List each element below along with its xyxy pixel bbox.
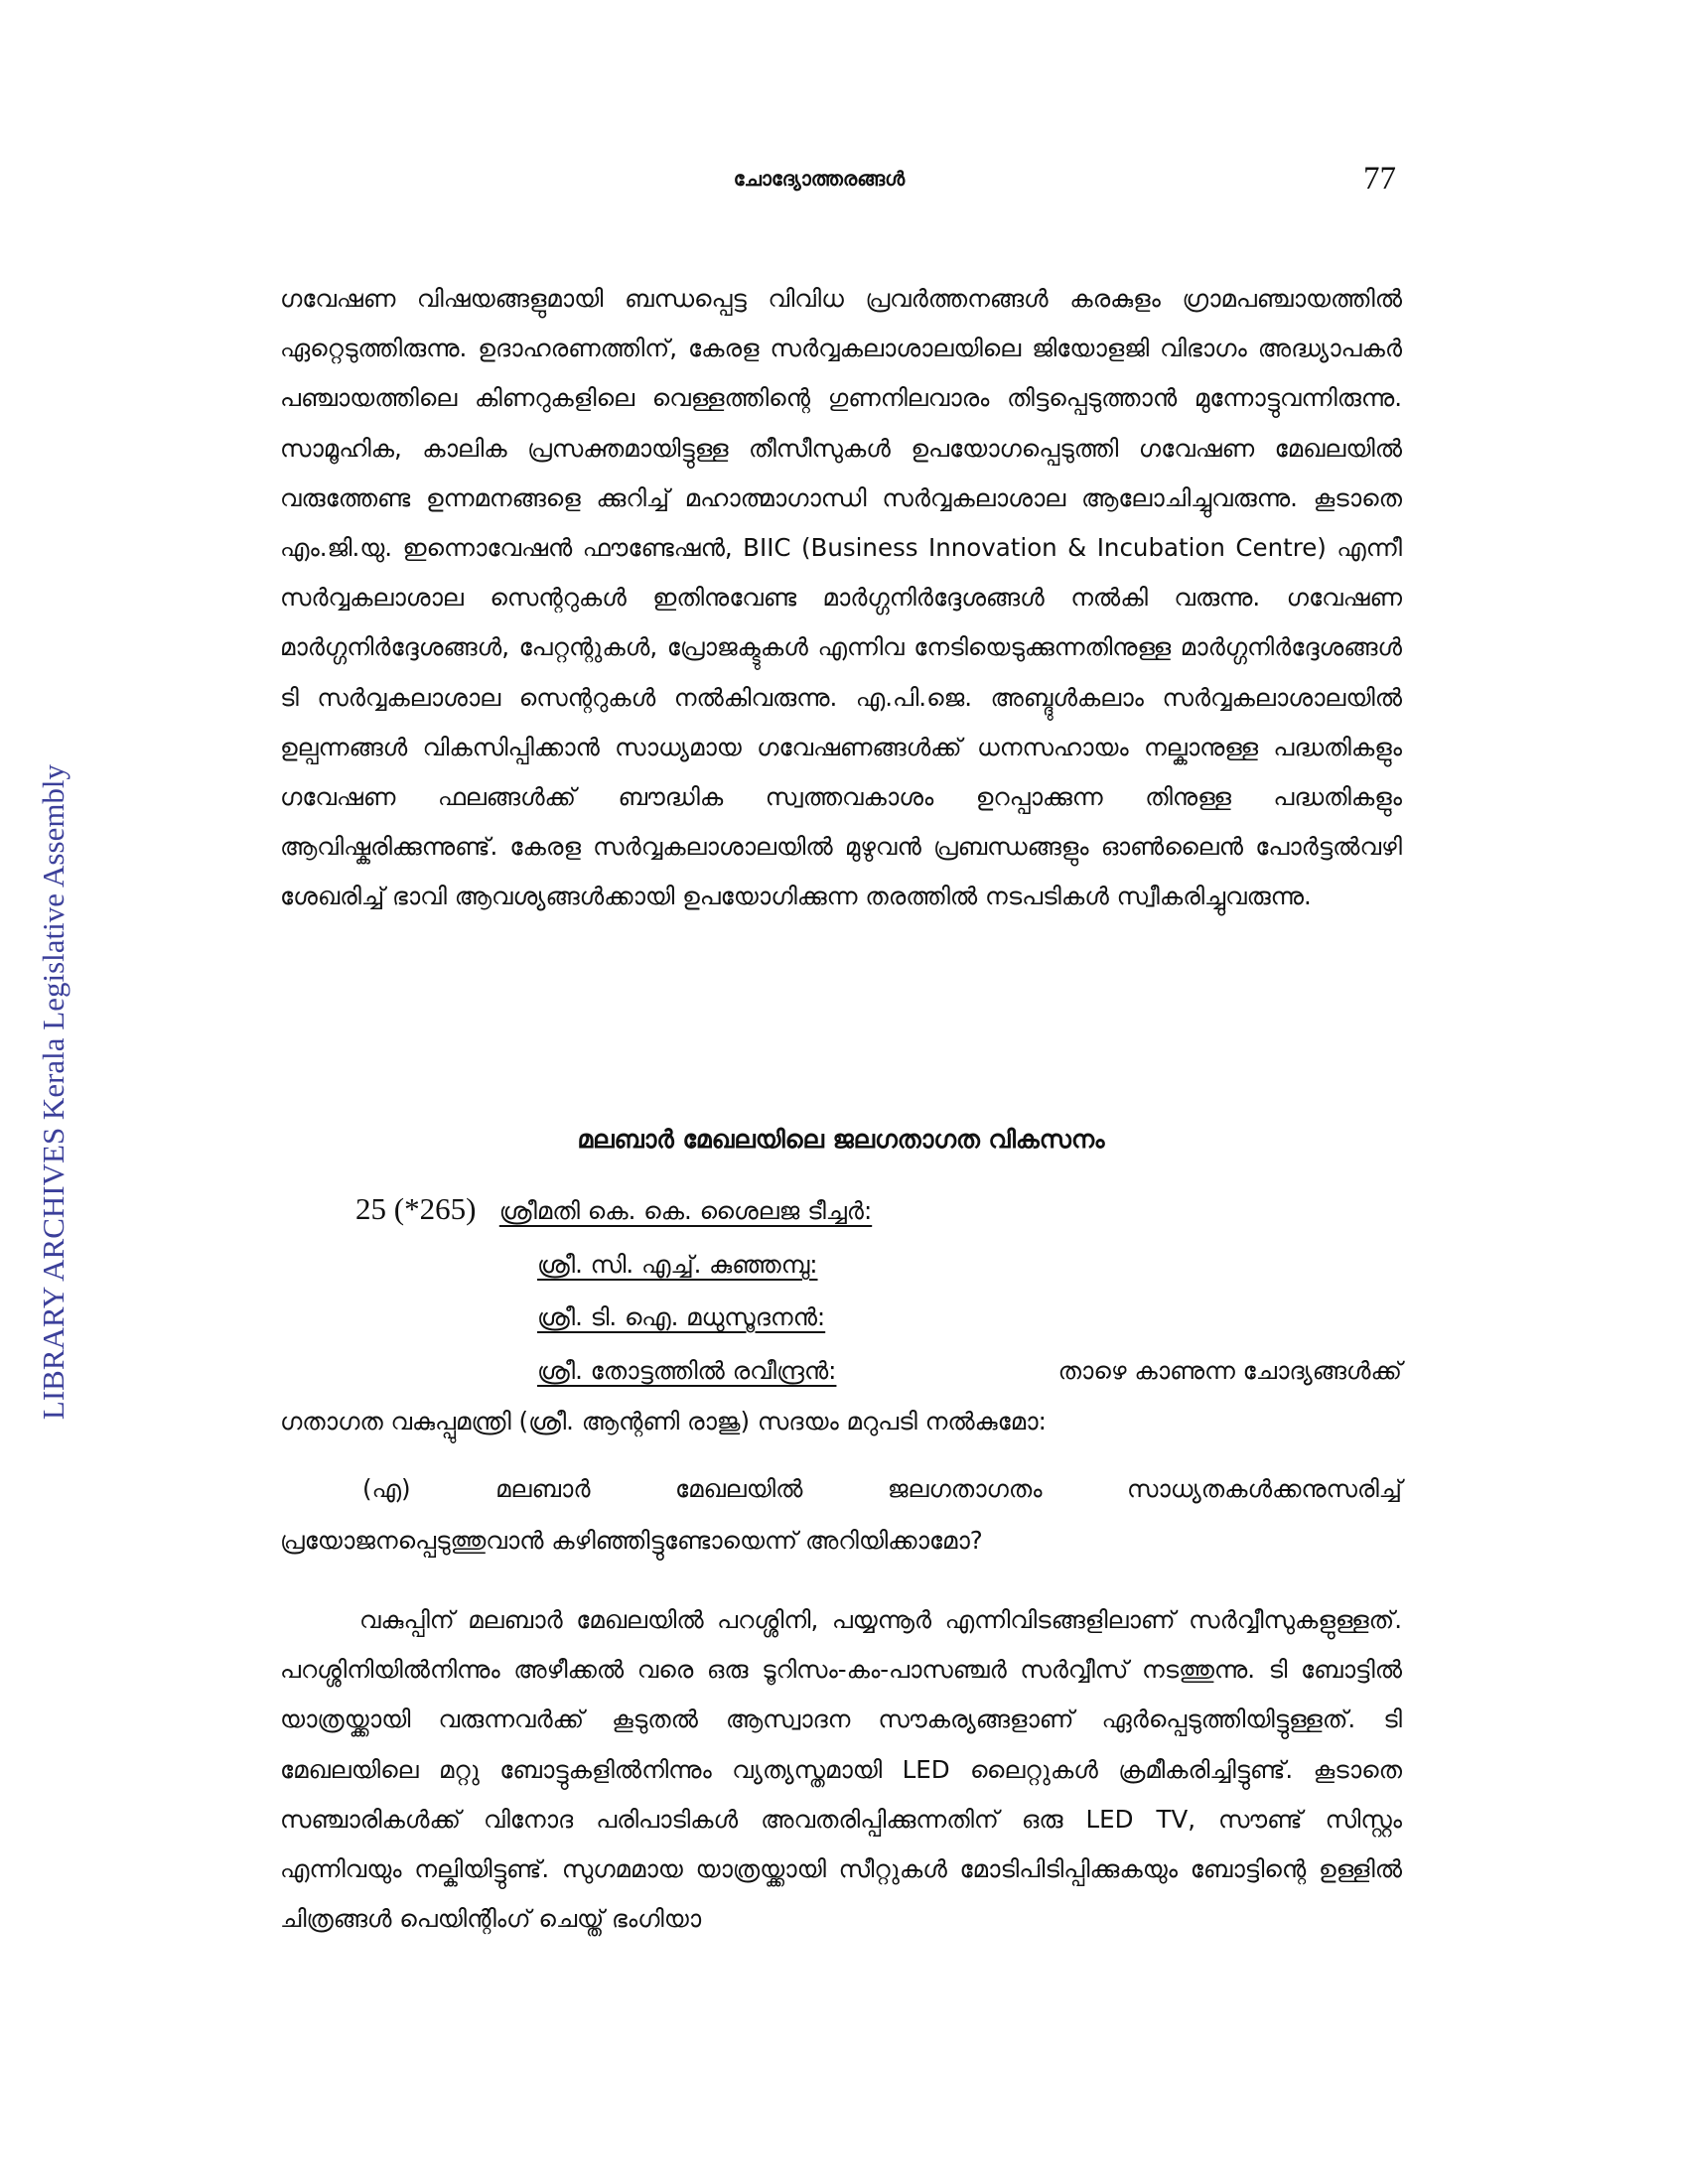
page-number: 77 bbox=[1363, 161, 1396, 197]
question-request-tail: താഴെ കാണുന്ന ചോദ്യങ്ങൾക്ക് bbox=[1057, 1356, 1402, 1385]
intro-paragraph: ഗവേഷണ വിഷയങ്ങളുമായി ബന്ധപ്പെട്ട വിവിധ പ്രവർത്തനങ്ങൾ കരകുളം ഗ്രാമപഞ്ചായത്തിൽ ഏറ്റെടുത്തിരുന്നു. ഉദാഹരണത്തിന്, കേരള സർവ്വകലാശാലയിലെ ജിയോളജി വിഭാഗം അദ്ധ്യാപകർ പഞ്ചായത്തിലെ കിണറുകളിലെ വെള്ളത്തിന്റെ ഗുണനിലവാരം തിട്ടപ്പെടുത്താൻ മുന്നോട്ടുവന്നിരുന്നു. സാമൂഹിക, കാലിക പ്രസക്തമായിട്ടുള്ള തീസീസുകൾ ഉപയോഗപ്പെടുത്തി ഗവേഷണ മേഖലയിൽ വരുത്തേണ്ട ഉന്നമനങ്ങളെ ക്കുറിച്ച് മഹാത്മാഗാന്ധി സർവ്വകലാശാല ആലോചിച്ചുവരുന്നു. കൂടാതെ എം.ജി.യു. ഇന്നൊവേഷൻ ഫൗണ്ടേഷൻ, BIIC (Business Innovation & Incubation Centre) എന്നീ സർവ്വകലാശാല സെന്ററുകൾ ഇതിനുവേണ്ട മാർഗ്ഗനിർദ്ദേശങ്ങൾ നൽകി വരുന്നു. ഗവേഷണ മാർഗ്ഗനിർദ്ദേശങ്ങൾ, പേറ്റന്റുകൾ, പ്രോജക്ടുകൾ എന്നിവ നേടിയെടുക്കുന്നതിനുള്ള മാർഗ്ഗനിർദ്ദേശങ്ങൾ ടി സർവ്വകലാശാല സെന്ററുകൾ നൽകിവരുന്നു. എ.പി.ജെ. അബ്ദുൾകലാം സർവ്വകലാശാലയിൽ ഉല്പന്നങ്ങൾ വികസിപ്പിക്കാൻ സാധ്യമായ ഗവേഷണങ്ങൾക്ക് ധനസഹായം നല്കാനുള്ള പദ്ധതികളും ഗവേഷണ ഫലങ്ങൾക്ക് ബൗദ്ധിക സ്വത്തവകാശം ഉറപ്പാക്കുന്ന തിനുള്ള പദ്ധതികളും ആവിഷ്കരിക്കുന്നുണ്ട്. കേരള സർവ്വകലാശാലയിൽ മുഴുവൻ പ്രബന്ധങ്ങളും ഓൺലൈൻ പോർട്ടൽവഴി ശേഖരിച്ച് ഭാവി ആവശ്യങ്ങൾക്കായി ഉപയോഗിക്കുന്ന തരത്തിൽ നടപടികൾ സ്വീകരിച്ചുവരുന്നു. bbox=[280, 284, 1402, 911]
part-a-label: (എ) bbox=[362, 1474, 411, 1503]
question-member-line bbox=[537, 1356, 1402, 1385]
section-heading: മലബാർ മേഖലയിലെ ജലഗതാഗത വികസനം bbox=[577, 1125, 1105, 1154]
running-title: ചോദ്യോത്തരങ്ങൾ bbox=[733, 167, 906, 191]
part-a-word: മേഖലയിൽ bbox=[674, 1474, 803, 1503]
question-part-a bbox=[362, 1474, 1402, 1503]
question-member-line bbox=[537, 1302, 825, 1331]
member-name: ശ്രീമതി കെ. കെ. ശൈലജ ടീച്ചർ: bbox=[498, 1196, 873, 1225]
question-member-line bbox=[537, 1250, 818, 1279]
question-number: 25 (*265) bbox=[355, 1191, 477, 1226]
part-a-word: മലബാർ bbox=[495, 1474, 591, 1503]
answer-paragraph: വകുപ്പിന് മലബാർ മേഖലയിൽ പറശ്ശിനി, പയ്യന്നൂർ എന്നിവിടങ്ങളിലാണ് സർവ്വീസുകളുള്ളത്. പറശ്ശിനിയിൽനിന്നും അഴീക്കൽ വരെ ഒരു ടൂറിസം-കം-പാസഞ്ചർ സർവ്വീസ് നടത്തുന്നു. ടി ബോട്ടിൽ യാത്രയ്ക്കായി വരുന്നവർക്ക് കൂടുതൽ ആസ്വാദന സൗകര്യങ്ങളാണ് ഏർപ്പെടുത്തിയിട്ടുള്ളത്. ടി മേഖലയിലെ മറ്റു ബോട്ടുകളിൽനിന്നും വ്യത്യസ്തമായി LED ലൈറ്റുകൾ ക്രമീകരിച്ചിട്ടുണ്ട്. കൂടാതെ സഞ്ചാരികൾക്ക് വിനോദ പരിപാടികൾ അവതരിപ്പിക്കുന്നതിന് ഒരു LED TV, സൗണ്ട് സിസ്റ്റം എന്നിവയും നല്കിയിട്ടുണ്ട്. സുഗമമായ യാത്രയ്ക്കായി സീറ്റുകൾ മോടിപിടിപ്പിക്കുകയും ബോട്ടിന്റെ ഉള്ളിൽ ചിത്രങ്ങൾ പെയിന്റിംഗ് ചെയ്ത് ഭംഗിയാ bbox=[280, 1605, 1402, 1934]
question-part-a-line2: പ്രയോജനപ്പെടുത്തുവാൻ കഴിഞ്ഞിട്ടുണ്ടോയെന്ന് അറിയിക്കാമോ? bbox=[280, 1526, 983, 1555]
member-name: ശ്രീ. തോട്ടത്തിൽ രവീന്ദ്രൻ: bbox=[537, 1356, 837, 1385]
part-a-word: സാധ്യതകൾക്കനുസരിച്ച് bbox=[1126, 1474, 1402, 1503]
part-a-word: ജലഗതാഗതം bbox=[887, 1474, 1043, 1503]
question-request-line: ഗതാഗത വകുപ്പുമന്ത്രി (ശ്രീ. ആന്റണി രാജു) സദയം മറുപടി നൽകുമോ: bbox=[280, 1407, 1047, 1435]
archive-watermark: LIBRARY ARCHIVES Kerala Legislative Assembly bbox=[36, 763, 70, 1421]
member-name: ശ്രീ. സി. എച്ച്. കുഞ്ഞമ്പു: bbox=[537, 1250, 818, 1279]
question-first-line bbox=[355, 1191, 872, 1227]
member-name: ശ്രീ. ടി. ഐ. മധുസൂദനൻ: bbox=[537, 1302, 826, 1331]
